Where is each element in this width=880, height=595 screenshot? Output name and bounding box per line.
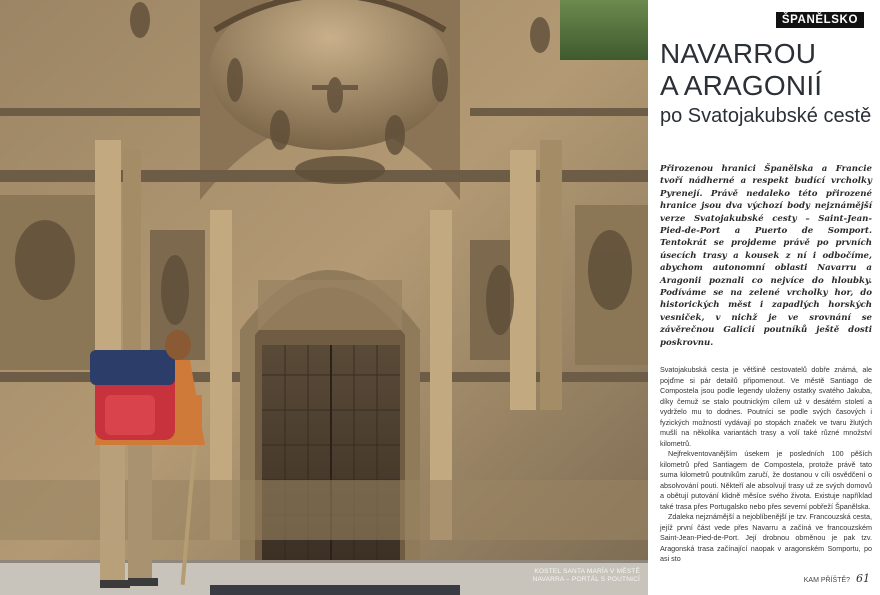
lead-paragraph: Přirozenou hranici Španělska a Francie tvoří nádherné a respekt budící vrcholky Pyrenejí. Právě nedaleko této přirozené hranice jsou dva výchozí body nejznámější verze Svatojakubské cesty – Saint-Jean-Pied-de-Port a Puerto de Somport. Tentokrát se projdeme právě po prvních úsecích trasy a kousek z ní i odbočíme, abychom autonomní oblasti Navarru a Aragonii poznali co nejvíce do hloubky. Podíváme se na zelené vrcholky hor, do historických měst i zapadlých horských vesniček, v nichž je ve srovnání se závěrečnou Galicií poutníků ještě dosti poskrovnu. xyxy=(660,164,872,348)
body-paragraph: Zdaleka nejznámější a nejoblíbenější je tzv. Francouzská cesta, jejíž první část vede přes Navarru a začíná ve francouzském Saint-Jean-Pied-de-Port. Její drobnou obměnou je pak tzv. Aragonská trasa začínající naopak v aragonském Somportu, po asi sto xyxy=(660,512,872,563)
page-number: 61 xyxy=(856,572,870,585)
title-line: A ARAGONIÍ xyxy=(660,70,823,101)
body-paragraph: Svatojakubská cesta je většině cestovatelů dobře známá, ale pojďme si pár detailů připomenout. Ve městě Santiago de Compostela jsou podle legendy uloženy ostatky svatého Jakuba, díky čemuž se stalo poutnickým cílem už v desátém století a vydrželo mu to dodnes. Poutníci se podle svých časových i fyzických možností vydávají po stopách značek ve tvaru žlutých mušlí na několika variantách trasy a volí také různé množství kilometrů. xyxy=(660,365,872,448)
caption-line: NAVARRA – PORTÁL S POUTNICÍ xyxy=(532,576,640,583)
caption-line: KOSTEL SANTA MARÍA V MĚSTĚ xyxy=(534,568,640,575)
page-footer xyxy=(804,572,870,585)
photo-caption xyxy=(470,568,640,584)
title-line: NAVARROU xyxy=(660,38,817,69)
article-subtitle: po Svatojakubské cestě xyxy=(660,105,872,127)
section-label: ŠPANĚLSKO xyxy=(776,12,864,28)
magazine-name: KAM PŘÍŠTĚ? xyxy=(803,577,851,584)
article-column xyxy=(660,0,872,595)
article-body xyxy=(660,365,872,565)
body-paragraph: Nejfrekventovanějším úsekem je posledních 100 pěších kilometrů před Santiagem de Compostela, protože právě tato suma kilometrů poutníkům zaručí, že dostanou v cíli osvědčení o absolvování pouti. Někteří ale absolvují trasy už ze svých domovů a obětují putování klidně měsíce svého života. Existuje například také trasa přes Portugalsko nebo přes severní pobřeží Španělska. xyxy=(660,449,872,511)
article-title xyxy=(660,38,870,102)
